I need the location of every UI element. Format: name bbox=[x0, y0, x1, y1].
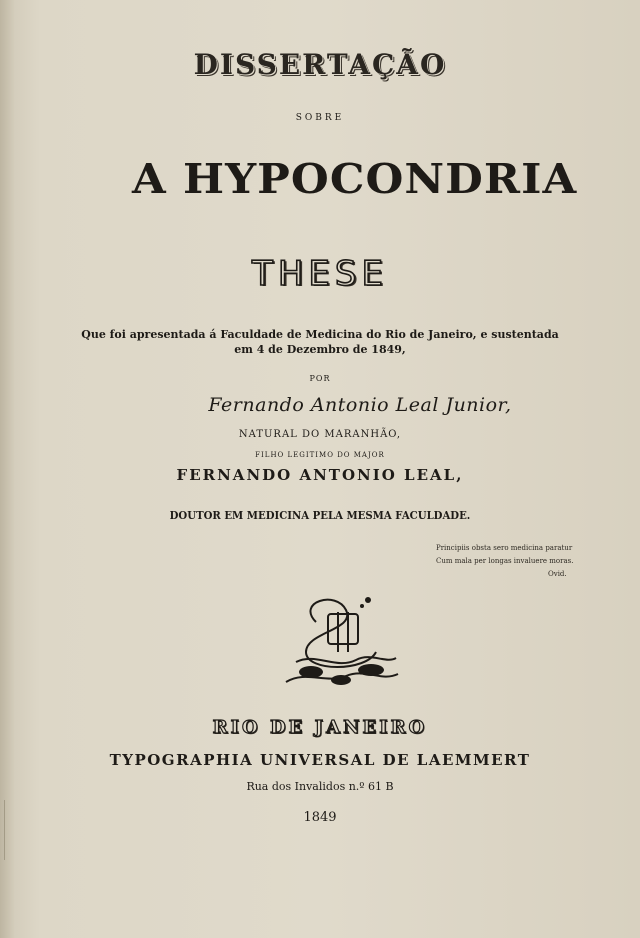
these-heading: THESE bbox=[252, 254, 388, 294]
presentation-line-2: em 4 de Dezembro de 1849, bbox=[234, 343, 406, 356]
sobre-text: SOBRE bbox=[295, 113, 345, 123]
title-dissertacao: DISSERTAÇÃO bbox=[193, 48, 447, 81]
por-text: POR bbox=[309, 374, 331, 383]
epigraph-attribution: Ovid. bbox=[548, 570, 567, 578]
paper-fold bbox=[4, 800, 15, 860]
publication-year: 1849 bbox=[303, 810, 337, 825]
natural-line: NATURAL DO MARANHÃO, bbox=[238, 429, 402, 440]
presentation-line-1: Que foi apresentada á Faculdade de Medicina do Rio de Janeiro, e sustentada bbox=[81, 328, 559, 341]
doutor-line: DOUTOR EM MEDICINA PELA MESMA FACULDADE. bbox=[169, 509, 471, 522]
subject-title: A HYPOCONDRIA bbox=[131, 155, 578, 203]
author-name: Fernando Antonio Leal Junior, bbox=[208, 394, 512, 416]
printer-name: TYPOGRAPHIA UNIVERSAL DE LAEMMERT bbox=[109, 751, 531, 769]
epigraph-line-1: Principiis obsta sero medicina paratur bbox=[436, 544, 573, 552]
filho-line: FILHO LEGITIMO DO MAJOR bbox=[255, 451, 385, 459]
epigraph-line-2: Cum mala per longas invaluere moras. bbox=[436, 557, 574, 565]
place-rio-de-janeiro: RIO DE JANEIRO bbox=[212, 717, 428, 738]
caduceus-emblem-icon bbox=[276, 592, 406, 690]
father-name: FERNANDO ANTONIO LEAL, bbox=[176, 466, 464, 484]
printer-address: Rua dos Invalidos n.º 61 B bbox=[246, 780, 394, 793]
